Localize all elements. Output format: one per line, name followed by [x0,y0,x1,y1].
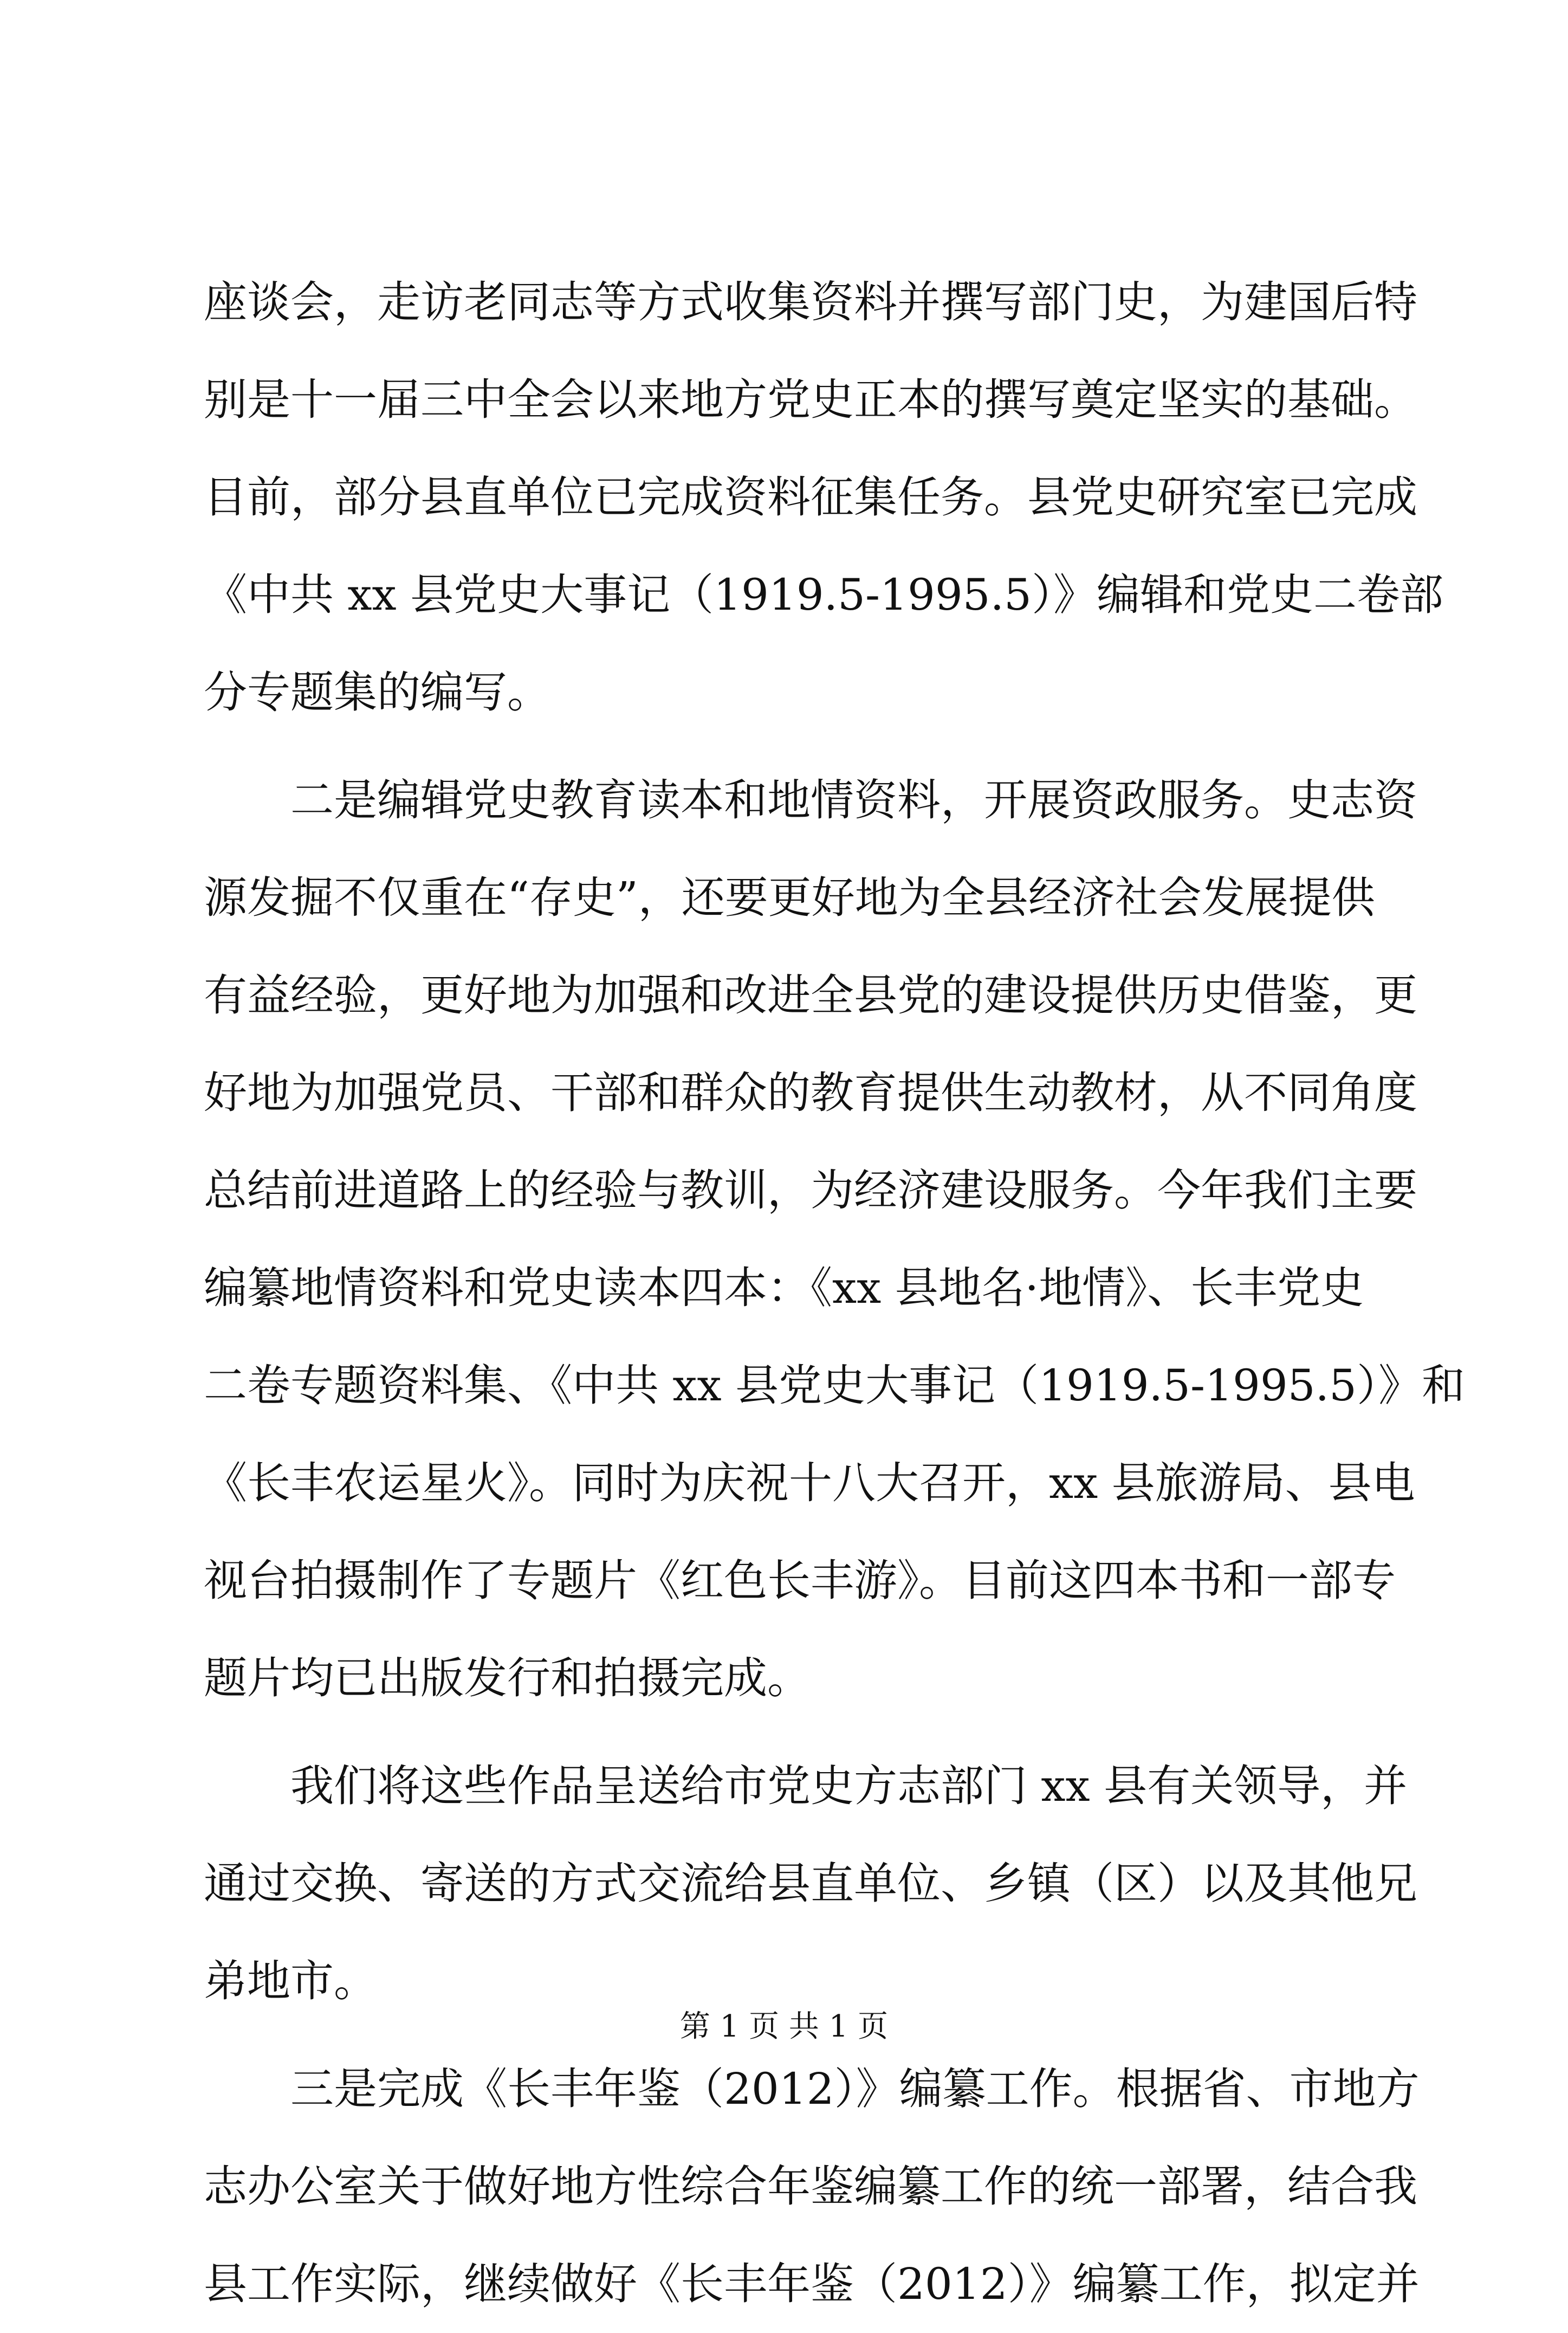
page-footer: 第 1 页 共 1 页 [679,2009,889,2044]
text-line: 座谈会，走访老同志等方式收集资料并撰写部门史，为建国后特 [204,277,1417,327]
paragraph-1 [204,254,1443,741]
text-line: 有益经验，更好地为加强和改进全县党的建设提供历史借鉴，更 [204,970,1417,1020]
paragraph-3 [204,1737,1417,2030]
text-line: 源发掘不仅重在“存史”，还要更好地为全县经济社会发展提供 [204,873,1375,923]
text-line: 《长丰农运星火》。同时为庆祝十八大召开，xx 县旅游局、县电 [204,1458,1415,1508]
text-line: 二是编辑党史教育读本和地情资料，开展资政服务。史志资 [204,775,1417,825]
paragraph-2 [204,752,1465,1727]
paragraph-4 [204,2040,1420,2333]
text-line: 二卷专题资料集、《中共 xx 县党史大事记（1919.5-1995.5）》和 [204,1360,1465,1411]
text-line: 三是完成《长丰年鉴（2012）》编纂工作。根据省、市地方 [204,2064,1420,2114]
text-line: 目前，部分县直单位已完成资料征集任务。县党史研究室已完成 [204,472,1417,522]
paragraph-gap [204,741,1369,752]
paragraph-gap [204,1727,1369,1737]
text-line: 别是十一届三中全会以来地方党史正本的撰写奠定坚实的基础。 [204,374,1417,425]
text-line: 通过交换、寄送的方式交流给县直单位、乡镇（区）以及其他兄 [204,1858,1417,1909]
text-line: 好地为加强党员、干部和群众的教育提供生动教材，从不同角度 [204,1068,1417,1118]
text-line: 我们将这些作品呈送给市党史方志部门 xx 县有关领导，并 [204,1761,1408,1811]
text-line: 题片均已出版发行和拍摄完成。 [204,1653,811,1703]
text-line: 县工作实际，继续做好《长丰年鉴（2012）》编纂工作，拟定并 [204,2259,1420,2309]
text-line: 视台拍摄制作了专题片《红色长丰游》。目前这四本书和一部专 [204,1555,1396,1606]
text-line: 志办公室关于做好地方性综合年鉴编纂工作的统一部署，结合我 [204,2161,1417,2212]
text-line: 总结前进道路上的经验与教训，为经济建设服务。今年我们主要 [204,1165,1417,1216]
text-line: 编纂地情资料和党史读本四本：《xx 县地名·地情》、长丰党史 [204,1263,1364,1313]
text-line: 《中共 xx 县党史大事记（1919.5-1995.5）》编辑和党史二卷部 [204,570,1443,620]
text-line: 弟地市。 [204,1956,377,2006]
text-line: 分专题集的编写。 [204,667,550,718]
